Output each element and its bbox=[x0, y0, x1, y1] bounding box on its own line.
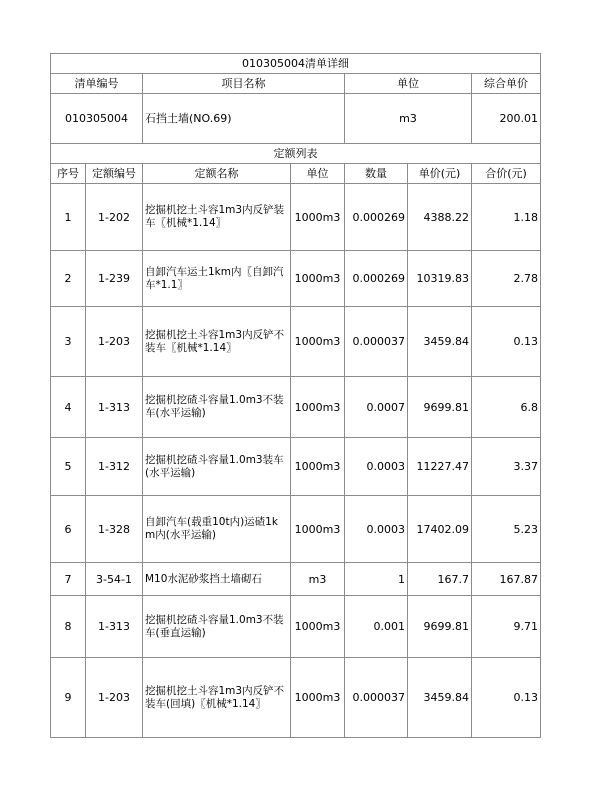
row-code: 1-239 bbox=[86, 251, 143, 307]
table-row bbox=[51, 563, 541, 596]
row-name: 挖掘机挖土斗容1m3内反铲不装车〖机械*1.14〗 bbox=[143, 307, 291, 377]
row-total: 5.23 bbox=[472, 496, 541, 563]
row-total: 2.78 bbox=[472, 251, 541, 307]
row-unit: 1000m3 bbox=[291, 184, 345, 251]
row-name: 自卸汽车运土1km内〖自卸汽车*1.1〗 bbox=[143, 251, 291, 307]
bill-name: 石挡土墙(NO.69) bbox=[143, 94, 345, 144]
quota-unit-header: 单位 bbox=[291, 164, 345, 184]
bill-detail-table bbox=[50, 53, 541, 738]
row-name: 挖掘机挖土斗容1m3内反铲装车〖机械*1.14〗 bbox=[143, 184, 291, 251]
quota-unit-price-header: 单价(元) bbox=[408, 164, 472, 184]
row-name: 挖掘机挖碴斗容量1.0m3装车(水平运输) bbox=[143, 438, 291, 496]
row-seq: 8 bbox=[51, 596, 86, 658]
title-row bbox=[51, 54, 541, 74]
row-name: 挖掘机挖碴斗容量1.0m3不装车(垂直运输) bbox=[143, 596, 291, 658]
quota-header-row bbox=[51, 164, 541, 184]
row-qty: 1 bbox=[345, 563, 408, 596]
row-unit-price: 10319.83 bbox=[408, 251, 472, 307]
row-unit-price: 9699.81 bbox=[408, 596, 472, 658]
row-qty: 0.0003 bbox=[345, 438, 408, 496]
row-code: 1-328 bbox=[86, 496, 143, 563]
table-title: 010305004清单详细 bbox=[51, 54, 541, 74]
row-qty: 0.000269 bbox=[345, 184, 408, 251]
row-qty: 0.000037 bbox=[345, 658, 408, 738]
row-unit: 1000m3 bbox=[291, 496, 345, 563]
table-row bbox=[51, 496, 541, 563]
quota-code-header: 定额编号 bbox=[86, 164, 143, 184]
quota-qty-header: 数量 bbox=[345, 164, 408, 184]
table-row bbox=[51, 251, 541, 307]
table-row bbox=[51, 377, 541, 438]
row-seq: 4 bbox=[51, 377, 86, 438]
row-code: 3-54-1 bbox=[86, 563, 143, 596]
row-code: 1-312 bbox=[86, 438, 143, 496]
row-unit-price: 17402.09 bbox=[408, 496, 472, 563]
row-name: 自卸汽车(载重10t内)运碴1km内(水平运输) bbox=[143, 496, 291, 563]
row-unit: 1000m3 bbox=[291, 596, 345, 658]
bill-header-row bbox=[51, 74, 541, 94]
row-code: 1-203 bbox=[86, 307, 143, 377]
row-unit-price: 3459.84 bbox=[408, 307, 472, 377]
row-unit-price: 9699.81 bbox=[408, 377, 472, 438]
row-seq: 9 bbox=[51, 658, 86, 738]
row-seq: 6 bbox=[51, 496, 86, 563]
row-qty: 0.000037 bbox=[345, 307, 408, 377]
row-unit-price: 167.7 bbox=[408, 563, 472, 596]
bill-name-header: 项目名称 bbox=[143, 74, 345, 94]
row-total: 167.87 bbox=[472, 563, 541, 596]
quota-name-header: 定额名称 bbox=[143, 164, 291, 184]
row-qty: 0.0003 bbox=[345, 496, 408, 563]
row-total: 0.13 bbox=[472, 307, 541, 377]
bill-price-header: 综合单价 bbox=[472, 74, 541, 94]
row-qty: 0.0007 bbox=[345, 377, 408, 438]
row-unit: 1000m3 bbox=[291, 307, 345, 377]
row-qty: 0.001 bbox=[345, 596, 408, 658]
row-unit: 1000m3 bbox=[291, 377, 345, 438]
row-unit: 1000m3 bbox=[291, 438, 345, 496]
row-seq: 1 bbox=[51, 184, 86, 251]
bill-code: 010305004 bbox=[51, 94, 143, 144]
row-name: 挖掘机挖土斗容1m3内反铲不装车(回填)〖机械*1.14〗 bbox=[143, 658, 291, 738]
row-code: 1-313 bbox=[86, 596, 143, 658]
row-name: 挖掘机挖碴斗容量1.0m3不装车(水平运输) bbox=[143, 377, 291, 438]
table-row bbox=[51, 438, 541, 496]
row-total: 1.18 bbox=[472, 184, 541, 251]
row-total: 9.71 bbox=[472, 596, 541, 658]
row-code: 1-202 bbox=[86, 184, 143, 251]
bill-unit-header: 单位 bbox=[345, 74, 472, 94]
row-total: 3.37 bbox=[472, 438, 541, 496]
row-code: 1-313 bbox=[86, 377, 143, 438]
table-row bbox=[51, 658, 541, 738]
quota-title: 定额列表 bbox=[51, 144, 541, 164]
row-qty: 0.000269 bbox=[345, 251, 408, 307]
row-code: 1-203 bbox=[86, 658, 143, 738]
row-seq: 7 bbox=[51, 563, 86, 596]
row-seq: 2 bbox=[51, 251, 86, 307]
table-row bbox=[51, 596, 541, 658]
table-row bbox=[51, 184, 541, 251]
row-unit-price: 3459.84 bbox=[408, 658, 472, 738]
row-unit-price: 4388.22 bbox=[408, 184, 472, 251]
row-unit: 1000m3 bbox=[291, 251, 345, 307]
quota-total-header: 合价(元) bbox=[472, 164, 541, 184]
seq-header: 序号 bbox=[51, 164, 86, 184]
row-unit-price: 11227.47 bbox=[408, 438, 472, 496]
bill-unit: m3 bbox=[345, 94, 472, 144]
row-total: 6.8 bbox=[472, 377, 541, 438]
bill-price: 200.01 bbox=[472, 94, 541, 144]
row-seq: 3 bbox=[51, 307, 86, 377]
row-total: 0.13 bbox=[472, 658, 541, 738]
row-unit: m3 bbox=[291, 563, 345, 596]
row-seq: 5 bbox=[51, 438, 86, 496]
quota-title-row bbox=[51, 144, 541, 164]
row-name: M10水泥砂浆挡土墙砌石 bbox=[143, 563, 291, 596]
table-row bbox=[51, 307, 541, 377]
bill-row bbox=[51, 94, 541, 144]
row-unit: 1000m3 bbox=[291, 658, 345, 738]
bill-code-header: 清单编号 bbox=[51, 74, 143, 94]
